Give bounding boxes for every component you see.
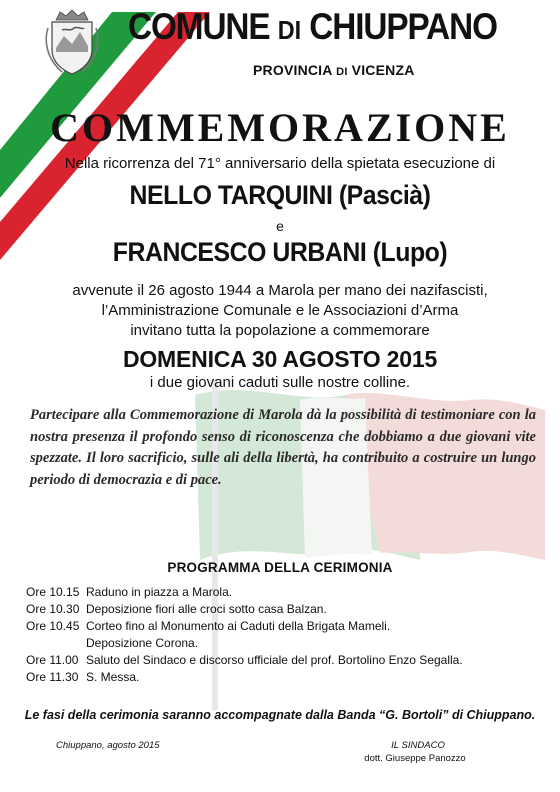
program-item: Ore 10.45 Corteo fino al Monumento ai Caduti della Brigata Mameli. <box>26 619 391 633</box>
body-line-3: invitano tutta la popolazione a commemorare <box>130 322 430 339</box>
body-line-2: l’Amministrazione Comunale e le Associazioni d’Arma <box>101 302 459 319</box>
program-item: Deposizione Corona. <box>86 636 199 650</box>
name-urbani: FRANCESCO URBANI (Lupo) <box>112 237 448 267</box>
caduti-line: i due giovani caduti sulle nostre colline. <box>149 374 411 391</box>
mayor-title: IL SINDACO <box>391 740 445 751</box>
program-item: Ore 10.15 Raduno in piazza a Marola. <box>26 585 233 599</box>
commemoration-quote: Partecipare alla Commemorazione di Marola dà la possibilità di testimoniare con la nostra presenza il profondo senso di riconoscenza che dobbiamo a due giovani vite spezzate. Il loro sacrificio, sulle ali della libertà, ha contribuito a costruire un lungo periodo di democrazia e di pace. <box>30 407 536 488</box>
provincia-label: PROVINCIA DI VICENZA <box>253 62 415 78</box>
conjunction: e <box>276 218 284 234</box>
event-date: DOMENICA 30 AGOSTO 2015 <box>122 346 438 372</box>
comune-title: COMUNE DI CHIUPPANO <box>128 6 497 47</box>
band-note: Le fasi della cerimonia saranno accompagnate dalla Banda “G. Bortoli” di Chiuppano. <box>24 708 536 722</box>
comune-crest-icon <box>42 6 102 78</box>
main-heading: COMMEMORAZIONE <box>50 105 510 150</box>
program-title: PROGRAMMA DELLA CERIMONIA <box>167 560 393 575</box>
intro-line: Nella ricorrenza del 71° anniversario della spietata esecuzione di <box>64 155 496 172</box>
name-tarquini: NELLO TARQUINI (Pascià) <box>129 180 431 210</box>
program-item: Ore 11.00 Saluto del Sindaco e discorso ufficiale del prof. Bortolino Enzo Segalla. <box>26 653 463 667</box>
program-item: Ore 10.30 Deposizione fiori alle croci sotto casa Balzan. <box>26 602 327 616</box>
mayor-name: dott. Giuseppe Panozzo <box>364 753 466 764</box>
program-item: Ore 11.30 S. Messa. <box>26 670 140 684</box>
place-date: Chiuppano, agosto 2015 <box>56 740 160 751</box>
body-line-1: avvenute il 26 agosto 1944 a Marola per mano dei nazifascisti, <box>72 282 488 299</box>
